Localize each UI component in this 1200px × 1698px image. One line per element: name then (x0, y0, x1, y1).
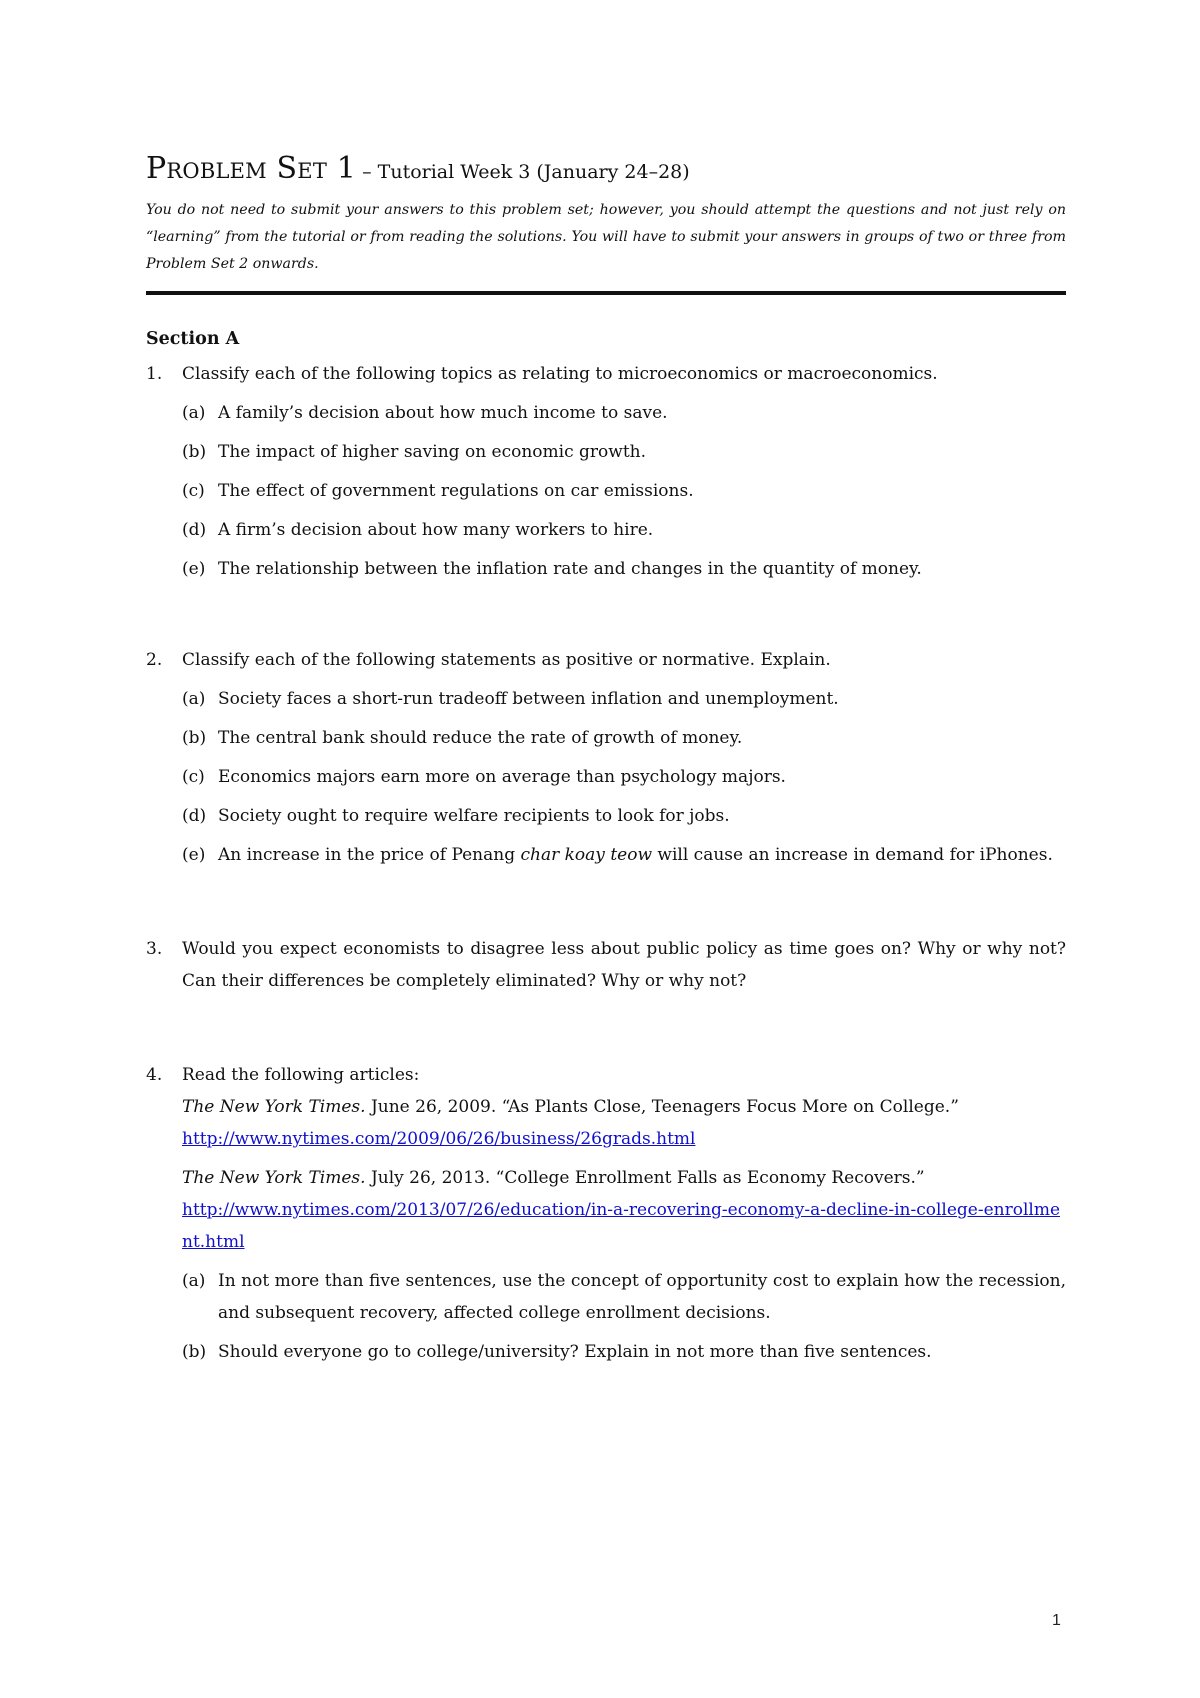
sub-item-label: (e) (182, 845, 206, 865)
question-1 (146, 358, 1066, 585)
sub-item (182, 397, 1066, 429)
sub-item-text: A family’s decision about how much income to save. (218, 403, 668, 423)
article-link[interactable]: http://www.nytimes.com/2009/06/26/business/26grads.html (182, 1129, 696, 1149)
sub-item-label: (b) (182, 442, 207, 462)
question-number: 4. (146, 1065, 163, 1085)
article-source: The New York Times. (182, 1168, 366, 1188)
sub-item-text: The effect of government regulations on car emissions. (218, 481, 694, 501)
problem-set-title: Problem Set 1 (146, 151, 357, 186)
question-4 (146, 1059, 1066, 1368)
dish-name: char koay teow (520, 845, 652, 865)
question-text: Classify each of the following topics as relating to microeconomics or macroeconomics. (182, 364, 938, 384)
sub-item-text: In not more than five sentences, use the concept of opportunity cost to explain how the recession, and subsequent recovery, affected college enrollment decisions. (218, 1271, 1066, 1323)
sub-item (182, 475, 1066, 507)
sub-item-label: (b) (182, 728, 207, 748)
sub-item-label: (c) (182, 767, 205, 787)
section-heading: Section A (146, 329, 240, 349)
sub-item-text: The impact of higher saving on economic growth. (218, 442, 647, 462)
question-number: 3. (146, 939, 163, 959)
sub-item-label: (a) (182, 689, 206, 709)
sub-item (182, 839, 1066, 871)
sub-item-text: The relationship between the inflation rate and changes in the quantity of money. (218, 559, 922, 579)
article-reference (182, 1091, 1066, 1155)
question-text: Would you expect economists to disagree less about public policy as time goes on? Why or why not? Can their differences be completely eliminated? Why or why not? (182, 939, 1066, 991)
sub-item-label: (a) (182, 1271, 206, 1291)
sub-item-text: A firm’s decision about how many workers to hire. (218, 520, 654, 540)
header-divider (146, 291, 1066, 295)
article-reference (182, 1162, 1066, 1258)
sub-item-text: Society faces a short-run tradeoff between inflation and unemployment. (218, 689, 839, 709)
sub-item-text: The central bank should reduce the rate of growth of money. (218, 728, 743, 748)
question-3 (146, 933, 1066, 997)
article-details: July 26, 2013. “College Enrollment Falls as Economy Recovers.” (365, 1168, 925, 1188)
sub-item (182, 761, 1066, 793)
sub-item-label: (d) (182, 520, 207, 540)
sub-item-label: (a) (182, 403, 206, 423)
sub-item (182, 800, 1066, 832)
page-title (146, 152, 1066, 189)
sub-item-label: (b) (182, 1342, 207, 1362)
sub-item-label: (c) (182, 481, 205, 501)
article-source: The New York Times. (182, 1097, 366, 1117)
sub-item (182, 514, 1066, 546)
sub-item (182, 1265, 1066, 1329)
page-number: 1 (1052, 1612, 1061, 1629)
sub-item-text: Economics majors earn more on average than psychology majors. (218, 767, 786, 787)
sub-item (182, 436, 1066, 468)
sub-item-text: Should everyone go to college/university? Explain in not more than five sentences. (218, 1342, 932, 1362)
sub-item (182, 553, 1066, 585)
sub-item-text-before: An increase in the price of Penang (218, 845, 521, 865)
sub-item-label: (e) (182, 559, 206, 579)
sub-item-label: (d) (182, 806, 207, 826)
article-link[interactable]: http://www.nytimes.com/2013/07/26/education/in-a-recovering-economy-a-decline-in-college-enrollment.html (182, 1200, 1061, 1252)
question-number: 2. (146, 650, 163, 670)
sub-item-text-after: will cause an increase in demand for iPhones. (652, 845, 1053, 865)
article-details: June 26, 2009. “As Plants Close, Teenagers Focus More on College.” (365, 1097, 959, 1117)
question-text: Classify each of the following statements as positive or normative. Explain. (182, 650, 831, 670)
sub-item (182, 1336, 1066, 1368)
question-2 (146, 644, 1066, 871)
title-subtitle: – Tutorial Week 3 (January 24–28) (356, 161, 690, 183)
question-text: Read the following articles: (182, 1065, 420, 1085)
intro-note: You do not need to submit your answers to this problem set; however, you should attempt the questions and not just rely on “learning” from the tutorial or from reading the solutions. You will have to submit your answers in groups of two or three from Problem Set 2 onwards. (146, 202, 1066, 272)
sub-item (182, 722, 1066, 754)
question-number: 1. (146, 364, 163, 384)
document-page (146, 152, 1066, 1368)
sub-item-text: Society ought to require welfare recipients to look for jobs. (218, 806, 730, 826)
sub-item (182, 683, 1066, 715)
